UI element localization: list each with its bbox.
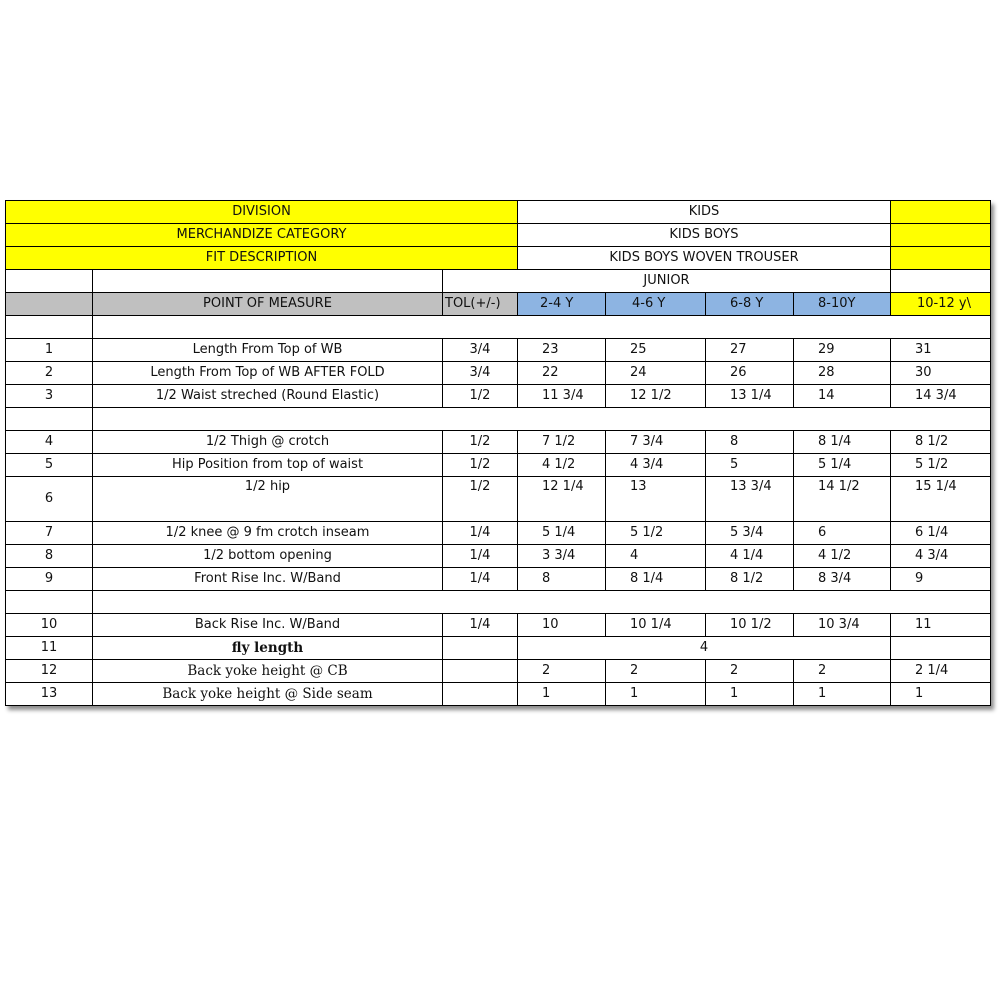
size-value-8-10: 14 1/2: [794, 477, 891, 522]
size-value-4-6: 10 1/4: [606, 614, 706, 637]
table-row: [6, 522, 991, 545]
row-number: 7: [6, 522, 93, 545]
size-value-2-4: 10: [518, 614, 606, 637]
size-value-8-10: 14: [794, 385, 891, 408]
size-value-2-4: 11 3/4: [518, 385, 606, 408]
tolerance: [443, 637, 518, 660]
size-value-4-6: 4 3/4: [606, 454, 706, 477]
table-row: [6, 614, 991, 637]
merged-value: 4: [518, 637, 891, 660]
pom-header: POINT OF MEASURE: [93, 293, 443, 316]
size-value-8-10: 28: [794, 362, 891, 385]
size-value-6-8: 26: [706, 362, 794, 385]
size-value-2-4: 22: [518, 362, 606, 385]
tolerance: 3/4: [443, 362, 518, 385]
size-value-2-4: 1: [518, 683, 606, 706]
size-value-8-10: 29: [794, 339, 891, 362]
size-value-2-4: 3 3/4: [518, 545, 606, 568]
size-value-10-12: 15 1/4: [891, 477, 991, 522]
division-value: KIDS: [518, 201, 891, 224]
point-of-measure: 1/2 Thigh @ crotch: [93, 431, 443, 454]
fit-value: KIDS BOYS WOVEN TROUSER: [518, 247, 891, 270]
empty-cell: [93, 591, 991, 614]
tol-header: TOL(+/-): [443, 293, 518, 316]
table-row: [6, 660, 991, 683]
size-value-10-12: 6 1/4: [891, 522, 991, 545]
fit-label: FIT DESCRIPTION: [6, 247, 518, 270]
size-value-8-10: 2: [794, 660, 891, 683]
row-number: 12: [6, 660, 93, 683]
row-number: 8: [6, 545, 93, 568]
fit-extra-cell: [891, 247, 991, 270]
empty-cell: [6, 316, 93, 339]
point-of-measure: Front Rise Inc. W/Band: [93, 568, 443, 591]
point-of-measure: Back yoke height @ CB: [93, 660, 443, 683]
tolerance: 1/4: [443, 545, 518, 568]
category-value: KIDS BOYS: [518, 224, 891, 247]
size-value-10-12: 14 3/4: [891, 385, 991, 408]
row-number: 2: [6, 362, 93, 385]
point-of-measure: Length From Top of WB: [93, 339, 443, 362]
size-value-10-12: 2 1/4: [891, 660, 991, 683]
empty-cell: [6, 408, 93, 431]
size-value-4-6: 5 1/2: [606, 522, 706, 545]
category-label: MERCHANDIZE CATEGORY: [6, 224, 518, 247]
size-header-4-6: 4-6 Y: [606, 293, 706, 316]
tolerance: 1/2: [443, 385, 518, 408]
blank-row: [6, 316, 991, 339]
table-row: [6, 362, 991, 385]
empty-cell: [93, 408, 991, 431]
size-value-8-10: 5 1/4: [794, 454, 891, 477]
point-of-measure: 1/2 bottom opening: [93, 545, 443, 568]
point-of-measure: 1/2 hip: [93, 477, 443, 522]
point-of-measure: 1/2 knee @ 9 fm crotch inseam: [93, 522, 443, 545]
table-row: [6, 339, 991, 362]
fit-row: [6, 247, 991, 270]
size-value-6-8: 5 3/4: [706, 522, 794, 545]
tolerance: 1/4: [443, 522, 518, 545]
size-value-6-8: 13 3/4: [706, 477, 794, 522]
tolerance: [443, 660, 518, 683]
row-number: 1: [6, 339, 93, 362]
point-of-measure: 1/2 Waist streched (Round Elastic): [93, 385, 443, 408]
empty-cell: [93, 270, 443, 293]
row-number: 13: [6, 683, 93, 706]
size-header-10-12: 10-12 y\: [891, 293, 991, 316]
table-row: [6, 683, 991, 706]
size-value-4-6: 1: [606, 683, 706, 706]
empty-cell: [6, 270, 93, 293]
size-value-4-6: 2: [606, 660, 706, 683]
row-number: 10: [6, 614, 93, 637]
tolerance: [443, 683, 518, 706]
empty-cell: [93, 316, 991, 339]
tolerance: 3/4: [443, 339, 518, 362]
table-row: [6, 431, 991, 454]
size-value-4-6: 7 3/4: [606, 431, 706, 454]
size-value-4-6: 8 1/4: [606, 568, 706, 591]
size-value-10-12: 9: [891, 568, 991, 591]
spec-sheet-table: [5, 200, 991, 706]
size-value-6-8: 10 1/2: [706, 614, 794, 637]
size-value-10-12: 30: [891, 362, 991, 385]
size-value-6-8: 8 1/2: [706, 568, 794, 591]
point-of-measure: Back Rise Inc. W/Band: [93, 614, 443, 637]
division-extra-cell: [891, 201, 991, 224]
size-group-row: [6, 270, 991, 293]
size-value-4-6: 25: [606, 339, 706, 362]
row-number: 4: [6, 431, 93, 454]
size-value-6-8: 5: [706, 454, 794, 477]
size-value-2-4: 8: [518, 568, 606, 591]
division-row: [6, 201, 991, 224]
point-of-measure: Length From Top of WB AFTER FOLD: [93, 362, 443, 385]
size-value-4-6: 13: [606, 477, 706, 522]
measurement-rows: [6, 316, 991, 706]
tolerance: 1/2: [443, 477, 518, 522]
blank-row: [6, 408, 991, 431]
row-number: 3: [6, 385, 93, 408]
row-number: 9: [6, 568, 93, 591]
tolerance: 1/2: [443, 431, 518, 454]
empty-cell: [6, 591, 93, 614]
size-value-6-8: 8: [706, 431, 794, 454]
size-value-6-8: 2: [706, 660, 794, 683]
division-label: DIVISION: [6, 201, 518, 224]
tolerance: 1/4: [443, 614, 518, 637]
row-number: 11: [6, 637, 93, 660]
size-value-4-6: 4: [606, 545, 706, 568]
row-number: 5: [6, 454, 93, 477]
category-row: [6, 224, 991, 247]
size-value-8-10: 1: [794, 683, 891, 706]
size-value-6-8: 1: [706, 683, 794, 706]
size-value-6-8: 13 1/4: [706, 385, 794, 408]
blank-row: [6, 591, 991, 614]
size-value-10-12: 31: [891, 339, 991, 362]
table-row: [6, 385, 991, 408]
size-value-8-10: 10 3/4: [794, 614, 891, 637]
size-value-10-12: 11: [891, 614, 991, 637]
table-row: [6, 545, 991, 568]
size-header-8-10: 8-10Y: [794, 293, 891, 316]
point-of-measure: Hip Position from top of waist: [93, 454, 443, 477]
column-header-row: [6, 293, 991, 316]
row-number: 6: [6, 477, 93, 522]
size-value-8-10: 6: [794, 522, 891, 545]
empty-cell: [891, 637, 991, 660]
size-value-4-6: 12 1/2: [606, 385, 706, 408]
size-value-2-4: 7 1/2: [518, 431, 606, 454]
size-value-8-10: 8 3/4: [794, 568, 891, 591]
tolerance: 1/4: [443, 568, 518, 591]
size-value-2-4: 12 1/4: [518, 477, 606, 522]
size-header-2-4: 2-4 Y: [518, 293, 606, 316]
point-of-measure: Back yoke height @ Side seam: [93, 683, 443, 706]
size-value-2-4: 4 1/2: [518, 454, 606, 477]
size-value-10-12: 5 1/2: [891, 454, 991, 477]
size-value-10-12: 8 1/2: [891, 431, 991, 454]
size-value-2-4: 2: [518, 660, 606, 683]
table-row: [6, 568, 991, 591]
size-header-6-8: 6-8 Y: [706, 293, 794, 316]
size-value-4-6: 24: [606, 362, 706, 385]
size-value-2-4: 5 1/4: [518, 522, 606, 545]
size-value-6-8: 27: [706, 339, 794, 362]
table-row: [6, 637, 991, 660]
no-header: [6, 293, 93, 316]
tolerance: 1/2: [443, 454, 518, 477]
size-value-6-8: 4 1/4: [706, 545, 794, 568]
table-row: [6, 454, 991, 477]
size-value-8-10: 8 1/4: [794, 431, 891, 454]
point-of-measure: fly length: [93, 637, 443, 660]
size-value-10-12: 1: [891, 683, 991, 706]
size-value-10-12: 4 3/4: [891, 545, 991, 568]
category-extra-cell: [891, 224, 991, 247]
size-value-8-10: 4 1/2: [794, 545, 891, 568]
size-group-label: JUNIOR: [443, 270, 891, 293]
table-row: [6, 477, 991, 522]
empty-cell: [891, 270, 991, 293]
size-value-2-4: 23: [518, 339, 606, 362]
